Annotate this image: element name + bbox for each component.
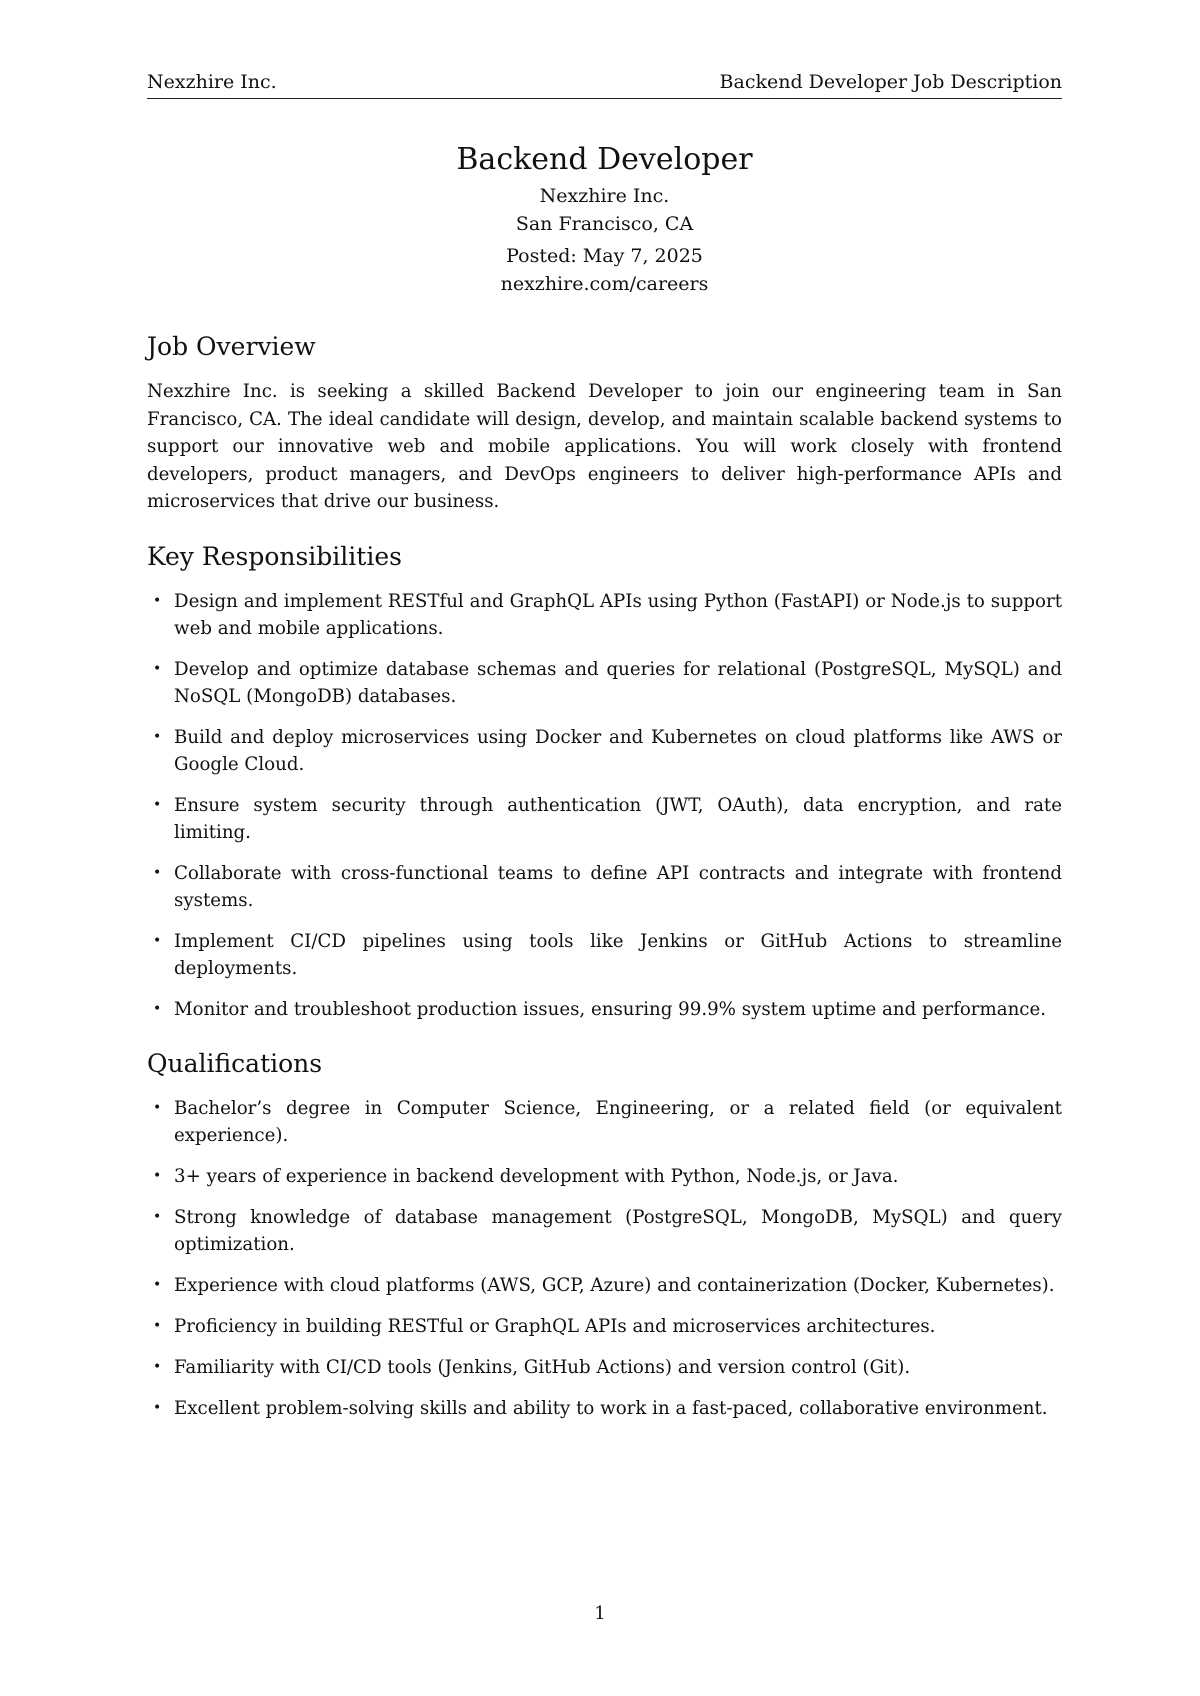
list-item	[147, 1354, 1062, 1381]
list-item-text: Strong knowledge of database management (PostgreSQL, MongoDB, MySQL) and query optimization.	[174, 1206, 1062, 1255]
section-heading-responsibilities: Key Responsibilities	[147, 541, 402, 571]
bullet-icon: •	[153, 1099, 162, 1116]
list-item-text: Proficiency in building RESTful or GraphQL APIs and microservices architectures.	[174, 1315, 936, 1337]
list-item	[147, 1204, 1062, 1258]
running-header	[147, 70, 1062, 99]
list-item	[147, 1272, 1062, 1299]
bullet-icon: •	[153, 1399, 162, 1416]
bullet-icon: •	[153, 864, 162, 881]
list-item-text: Familiarity with CI/CD tools (Jenkins, GitHub Actions) and version control (Git).	[174, 1356, 911, 1378]
list-item	[147, 1395, 1062, 1422]
list-item-text: 3+ years of experience in backend development with Python, Node.js, or Java.	[174, 1165, 899, 1187]
bullet-icon: •	[153, 1208, 162, 1225]
list-item	[147, 860, 1062, 914]
list-item-text: Excellent problem-solving skills and ability to work in a fast-paced, collaborative environment.	[174, 1397, 1048, 1419]
list-item	[147, 1313, 1062, 1340]
list-item	[147, 724, 1062, 778]
company-name: Nexzhire Inc.	[539, 185, 670, 207]
list-item-text: Ensure system security through authentication (JWT, OAuth), data encryption, and rate limiting.	[174, 794, 1062, 843]
list-item-text: Collaborate with cross-functional teams to define API contracts and integrate with frontend systems.	[174, 862, 1062, 911]
bullet-icon: •	[153, 1167, 162, 1184]
careers-url: nexzhire.com/careers	[500, 273, 709, 295]
responsibilities-section	[147, 540, 1062, 1023]
bullet-icon: •	[153, 728, 162, 745]
header-document-title: Backend Developer Job Description	[719, 71, 1062, 93]
list-item-text: Bachelor’s degree in Computer Science, Engineering, or a related field (or equivalent experience).	[174, 1097, 1062, 1146]
list-item-text: Experience with cloud platforms (AWS, GCP, Azure) and containerization (Docker, Kubernetes).	[174, 1274, 1055, 1296]
list-item-text: Develop and optimize database schemas and queries for relational (PostgreSQL, MySQL) and NoSQL (MongoDB) databases.	[174, 658, 1062, 707]
page-number: 1	[594, 1603, 606, 1624]
bullet-icon: •	[153, 1000, 162, 1017]
job-title: Backend Developer	[456, 142, 753, 177]
bullet-icon: •	[153, 1317, 162, 1334]
list-item	[147, 928, 1062, 982]
posted-date: Posted: May 7, 2025	[506, 245, 703, 267]
list-item	[147, 1095, 1062, 1149]
bullet-icon: •	[153, 592, 162, 609]
job-overview-section	[147, 330, 1062, 516]
job-overview-text: Nexzhire Inc. is seeking a skilled Backend Developer to join our engineering team in San Francisco, CA. The ideal candidate will design, develop, and maintain scalable backend systems to support our innovative web and mobile applications. You will work closely with frontend developers, product managers, and DevOps engineers to deliver high-performance APIs and microservices that drive our business.	[147, 381, 1062, 512]
list-item	[147, 1163, 1062, 1190]
document-body	[147, 330, 1062, 1446]
bullet-icon: •	[153, 932, 162, 949]
list-item-text: Design and implement RESTful and GraphQL APIs using Python (FastAPI) or Node.js to support web and mobile applications.	[174, 590, 1062, 639]
list-item-text: Monitor and troubleshoot production issues, ensuring 99.9% system uptime and performance.	[174, 998, 1047, 1020]
section-heading-job-overview: Job Overview	[147, 332, 316, 361]
job-location: San Francisco, CA	[515, 213, 694, 235]
list-item-text: Implement CI/CD pipelines using tools like Jenkins or GitHub Actions to streamline deployments.	[174, 930, 1062, 979]
bullet-icon: •	[153, 660, 162, 677]
list-item	[147, 792, 1062, 846]
bullet-icon: •	[153, 1276, 162, 1293]
qualifications-section	[147, 1047, 1062, 1422]
list-item	[147, 996, 1062, 1023]
qualifications-list	[147, 1095, 1062, 1422]
title-block	[147, 138, 1062, 298]
list-item	[147, 656, 1062, 710]
bullet-icon: •	[153, 1358, 162, 1375]
list-item-text: Build and deploy microservices using Docker and Kubernetes on cloud platforms like AWS or Google Cloud.	[174, 726, 1062, 775]
list-item	[147, 588, 1062, 642]
responsibilities-list	[147, 588, 1062, 1023]
header-company: Nexzhire Inc.	[147, 71, 277, 93]
bullet-icon: •	[153, 796, 162, 813]
section-heading-qualifications: Qualifications	[147, 1048, 323, 1078]
